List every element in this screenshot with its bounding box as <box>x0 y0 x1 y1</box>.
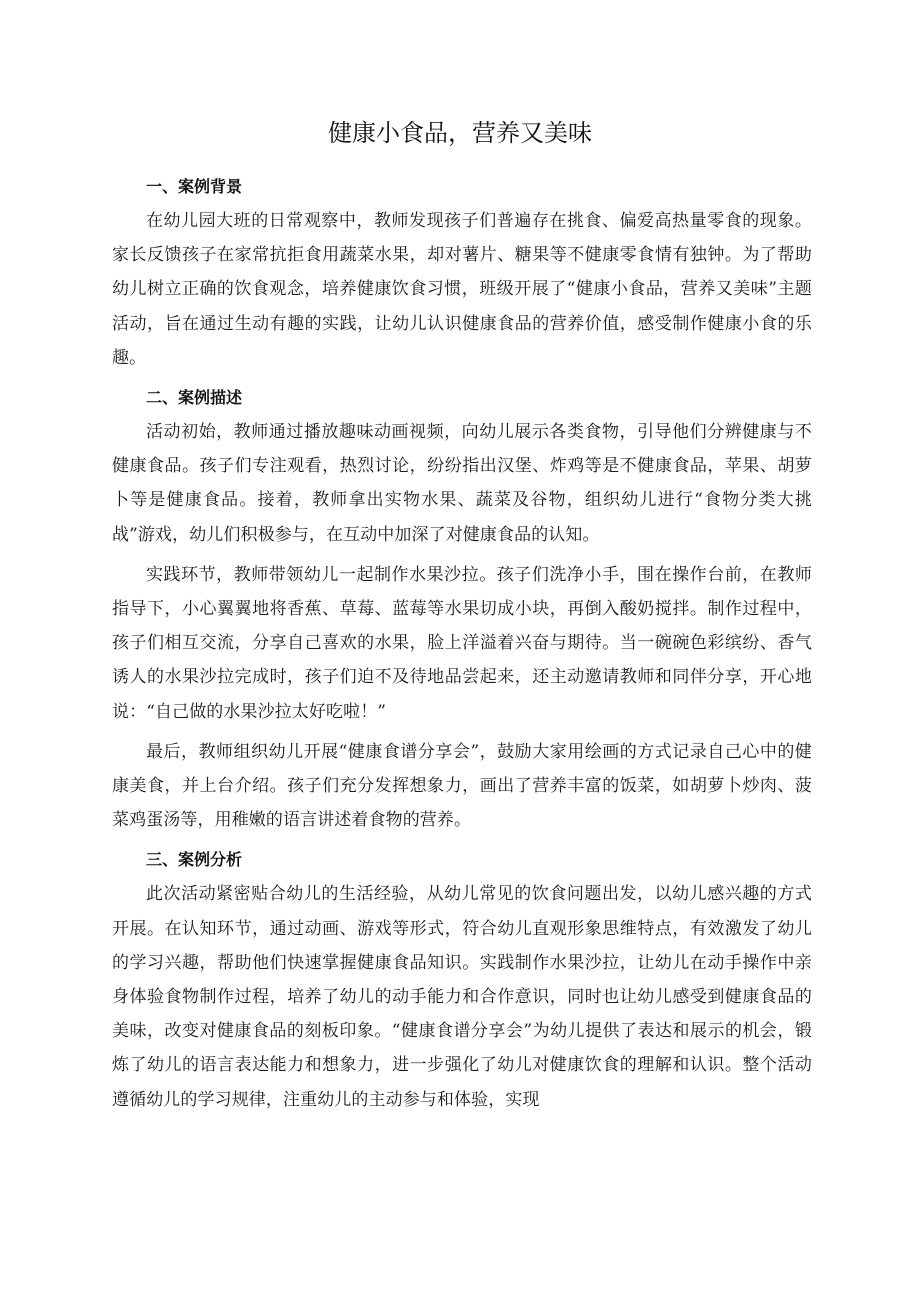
paragraph: 活动初始，教师通过播放趣味动画视频，向幼儿展示各类食物，引导他们分辨健康与不健康食品。孩子们专注观看，热烈讨论，纷纷指出汉堡、炸鸡等是不健康食品，苹果、胡萝卜等是健康食品。接着，教师拿出实物水果、蔬菜及谷物，组织幼儿进行“食物分类大挑战”游戏，幼儿们积极参与，在互动中加深了对健康食品的认知。 <box>112 422 812 545</box>
paragraph: 最后，教师组织幼儿开展“健康食谱分享会”，鼓励大家用绘画的方式记录自己心中的健康美食，并上台介绍。孩子们充分发挥想象力，画出了营养丰富的饭菜，如胡萝卜炒肉、菠菜鸡蛋汤等，用稚嫩的语言讲述着食物的营养。 <box>112 741 812 831</box>
document-body <box>112 170 812 1117</box>
section-heading-description: 二、案例描述 <box>146 388 243 408</box>
section-heading-analysis: 三、案例分析 <box>146 850 243 870</box>
paragraph: 此次活动紧密贴合幼儿的生活经验，从幼儿常见的饮食问题出发，以幼儿感兴趣的方式开展。在认知环节，通过动画、游戏等形式，符合幼儿直观形象思维特点，有效激发了幼儿的学习兴趣，帮助他们快速掌握健康食品知识。实践制作水果沙拉，让幼儿在动手操作中亲身体验食物制作过程，培养了幼儿的动手能力和合作意识，同时也让幼儿感受到健康食品的美味，改变对健康食品的刻板印象。“健康食谱分享会”为幼儿提供了表达和展示的机会，锻炼了幼儿的语言表达能力和想象力，进一步强化了幼儿对健康饮食的理解和认识。整个活动遵循幼儿的学习规律，注重幼儿的主动参与和体验，实现 <box>112 884 812 1110</box>
section-heading-background: 一、案例背景 <box>146 177 243 196</box>
document-title: 健康小食品，营养又美味 <box>328 119 592 147</box>
paragraph: 在幼儿园大班的日常观察中，教师发现孩子们普遍存在挑食、偏爱高热量零食的现象。家长反馈孩子在家常抗拒食用蔬菜水果，却对薯片、糖果等不健康零食情有独钟。为了帮助幼儿树立正确的饮食观念，培养健康饮食习惯，班级开展了“健康小食品，营养又美味”主题活动，旨在通过生动有趣的实践，让幼儿认识健康食品的营养价值，感受制作健康小食的乐趣。 <box>112 211 812 368</box>
paragraph: 实践环节，教师带领幼儿一起制作水果沙拉。孩子们洗净小手，围在操作台前，在教师指导下，小心翼翼地将香蕉、草莓、蓝莓等水果切成小块，再倒入酸奶搅拌。制作过程中，孩子们相互交流，分享自己喜欢的水果，脸上洋溢着兴奋与期待。当一碗碗色彩缤纷、香气诱人的水果沙拉完成时，孩子们迫不及待地品尝起来，还主动邀请教师和同伴分享，开心地说：“自己做的水果沙拉太好吃啦！” <box>112 564 812 722</box>
